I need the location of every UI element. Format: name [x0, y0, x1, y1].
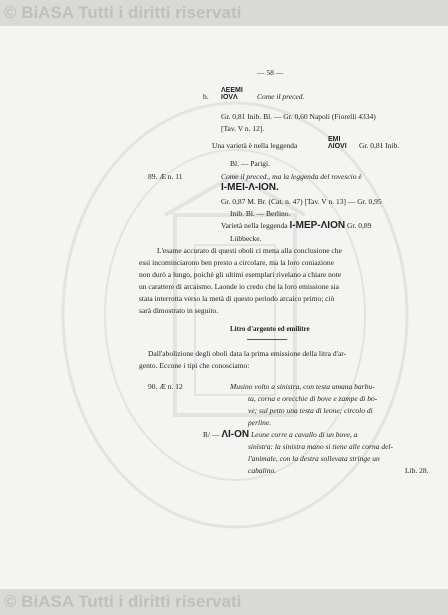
paragraph-line: un carattere di arcaismo. Laonde io credo che la loro emissione sia [139, 282, 339, 291]
entry-number: 89. Æ n. 11 [148, 172, 183, 181]
entry-number: 90. Æ n. 12 [148, 382, 183, 391]
legend-text: ΕΜΙ [328, 136, 341, 143]
legend-text: ΛΙ-ΟΝ [221, 429, 250, 441]
text-line: Una varietà è nella leggenda [212, 141, 298, 150]
watermark-bottom: © BiASA Tutti i diritti riservati [0, 589, 448, 615]
text-line: Gr. 0,81 Inib. [359, 141, 400, 150]
legend-stack [328, 136, 347, 150]
legend-text: Ι-ΜΕΡ-ΛΙΟΝ [289, 220, 346, 232]
paragraph-line: sarà dimostrato in seguito. [139, 306, 219, 315]
section-divider [247, 339, 287, 340]
text-line: Bl. — Parigi. [230, 159, 271, 168]
text-line: Musino volto a sinistra, con testa umana barbu- [230, 382, 375, 391]
paragraph-line: essi incominciarono ben presto a circolare, ma la loro coniazione [139, 258, 334, 267]
paragraph-line: stata interrotta verso la metà di questo periodo arcaico primo; ciò [139, 294, 335, 303]
legend-text: ΛΕΕΜΙ [221, 87, 243, 94]
page-number: — 58 — [257, 68, 284, 77]
paragraph-line: gento. Eccone i tipi che conosciamo: [139, 361, 250, 370]
text-line: ve; sul petto una testa di leone; circolo di [248, 406, 373, 415]
text-fragment: Leone corre a cavallo di un bove, a [251, 430, 358, 439]
text-line: [Tav. V n. 12]. [221, 124, 265, 133]
text-line: Gr. 0,87 M. Br. (Cat. n. 47) [Tav. V n. 13] — Gr. 0,95 [221, 197, 382, 206]
text-line [203, 429, 357, 441]
text-line: Come il preced. [257, 92, 305, 101]
legend-line [221, 182, 279, 194]
watermark-top: © BiASA Tutti i diritti riservati [0, 0, 448, 26]
text-line: sinistra: la sinistra mano si tiene alle corna del- [248, 442, 393, 451]
text-line: Lübbecke. [230, 234, 262, 243]
text-line: l'animale, con la destra sollevata stringe un [248, 454, 380, 463]
text-line: Gr. 0,81 Inib. Bl. — Gr. 0,60 Napoli (Fiorelli 4334) [221, 112, 376, 121]
text-line: ta, corna e orecchie di bove e zampe di bo- [248, 394, 378, 403]
legend-text: ΙΟVΛ [221, 94, 238, 101]
text-line: perline. [248, 418, 272, 427]
legend-stack [221, 87, 243, 101]
text-fragment: Gr. 0,89 [346, 221, 372, 230]
text-line [221, 220, 371, 232]
text-line: Lib. 28. [405, 466, 429, 475]
paragraph-line: non durò a lungo, poichè gli ultimi esemplari rivelano a chiare note [139, 270, 342, 279]
entry-b-label: b. [203, 92, 209, 101]
text-line: cabalino. [248, 466, 277, 475]
text-fragment: R/ — [203, 430, 220, 439]
text-line: Inib. Bl. — Berlino. [230, 209, 291, 218]
text-line: Come il preced., ma la leggenda del rovescio è [221, 172, 362, 181]
legend-text: ΛΙΟVΙ [328, 143, 347, 150]
paragraph-line: L'esame accurato di questi oboli ci mena alla conclusione che [157, 246, 342, 255]
text-fragment: Varietà nella leggenda [221, 221, 288, 230]
paragraph-line: Dall'abolizione degli oboli data la prima emissione della litra d'ar- [148, 349, 347, 358]
legend-text: Ι-ΜΕΙ-Λ-ΙΟΝ. [221, 182, 279, 194]
section-title: Litro d'argento ed emilitre [230, 325, 310, 333]
